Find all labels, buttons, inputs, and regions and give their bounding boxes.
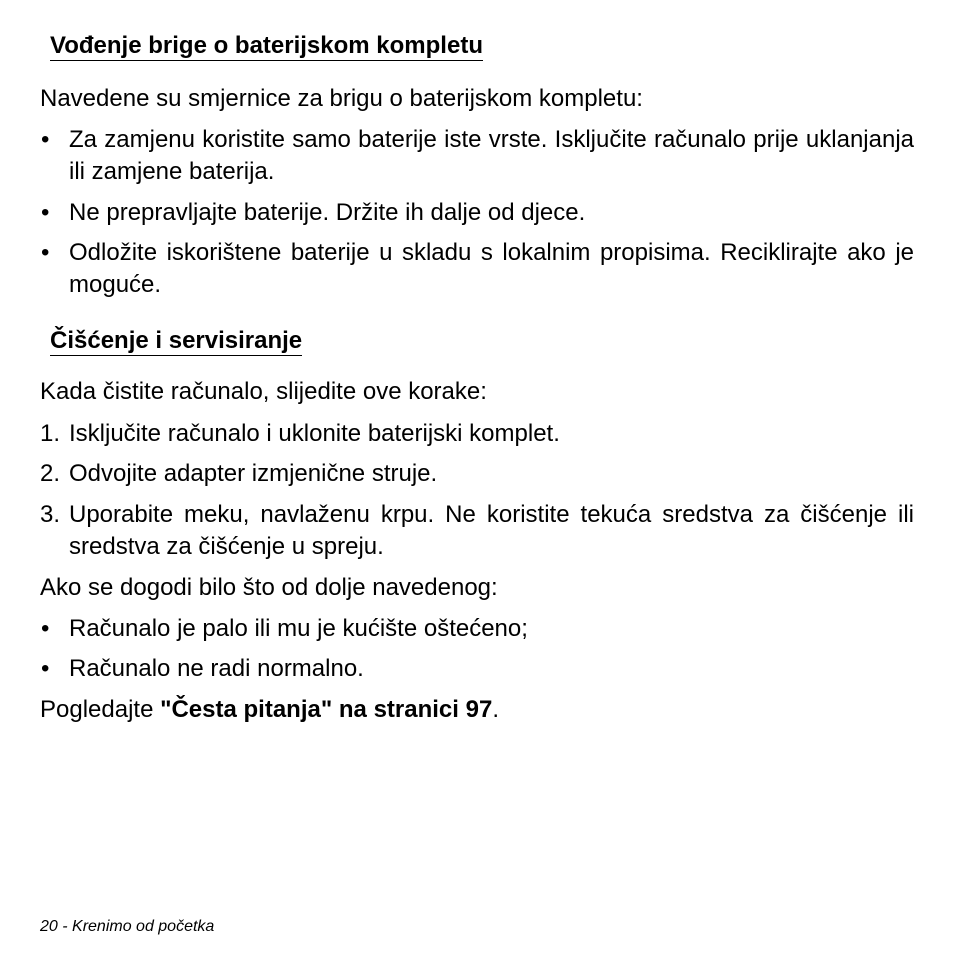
list-item [40,124,914,188]
list-item [40,613,914,645]
list-item-text: Odložite iskorištene baterije u skladu s lokalnim propisima. Reciklirajte ako je moguće. [69,239,914,298]
list-item [40,197,914,229]
numbered-step [40,418,914,450]
bullet-marker: • [41,199,50,226]
list-item-text: Ne prepravljajte baterije. Držite ih dalje od djece. [69,199,586,226]
numbered-step [40,499,914,563]
numbered-step [40,458,914,490]
bullet-marker: • [41,126,50,153]
list-item-text: Računalo je palo ili mu je kućište oštećeno; [69,615,528,642]
section-heading-battery-care: Vođenje brige o baterijskom kompletu [50,32,483,59]
reference-paragraph [40,694,499,726]
list-item [40,237,914,301]
step-number: 2. [40,460,61,487]
bullet-marker: • [41,615,50,642]
step-number: 3. [40,501,61,528]
page-footer: 20 - Krenimo od početka [40,918,215,935]
step-text: Uporabite meku, navlaženu krpu. Ne koristite tekuća sredstva za čišćenje ili sredstva za čišćenje u spreju. [69,501,914,560]
reference-prefix: Pogledajte [40,696,161,723]
bullet-marker: • [41,655,50,682]
bullet-marker: • [41,239,50,266]
battery-intro-paragraph: Navedene su smjernice za brigu o baterijskom kompletu: [40,85,643,112]
list-item [40,653,914,685]
step-number: 1. [40,420,61,447]
list-item-text: Za zamjenu koristite samo baterije iste vrste. Isključite računalo prije uklanjanja ili zamjene baterija. [69,126,914,185]
cleaning-intro-paragraph: Kada čistite računalo, slijedite ove korake: [40,378,487,405]
faq-page-reference-link[interactable]: "Česta pitanja" na stranici 97 [160,696,493,723]
step-text: Isključite računalo i uklonite baterijski komplet. [69,420,560,447]
list-item-text: Računalo ne radi normalno. [69,655,364,682]
section-heading-cleaning: Čišćenje i servisiranje [50,327,303,354]
step-text: Odvojite adapter izmjenične struje. [69,460,438,487]
reference-suffix: . [492,696,499,723]
condition-intro-paragraph: Ako se dogodi bilo što od dolje navedenog: [40,574,498,601]
